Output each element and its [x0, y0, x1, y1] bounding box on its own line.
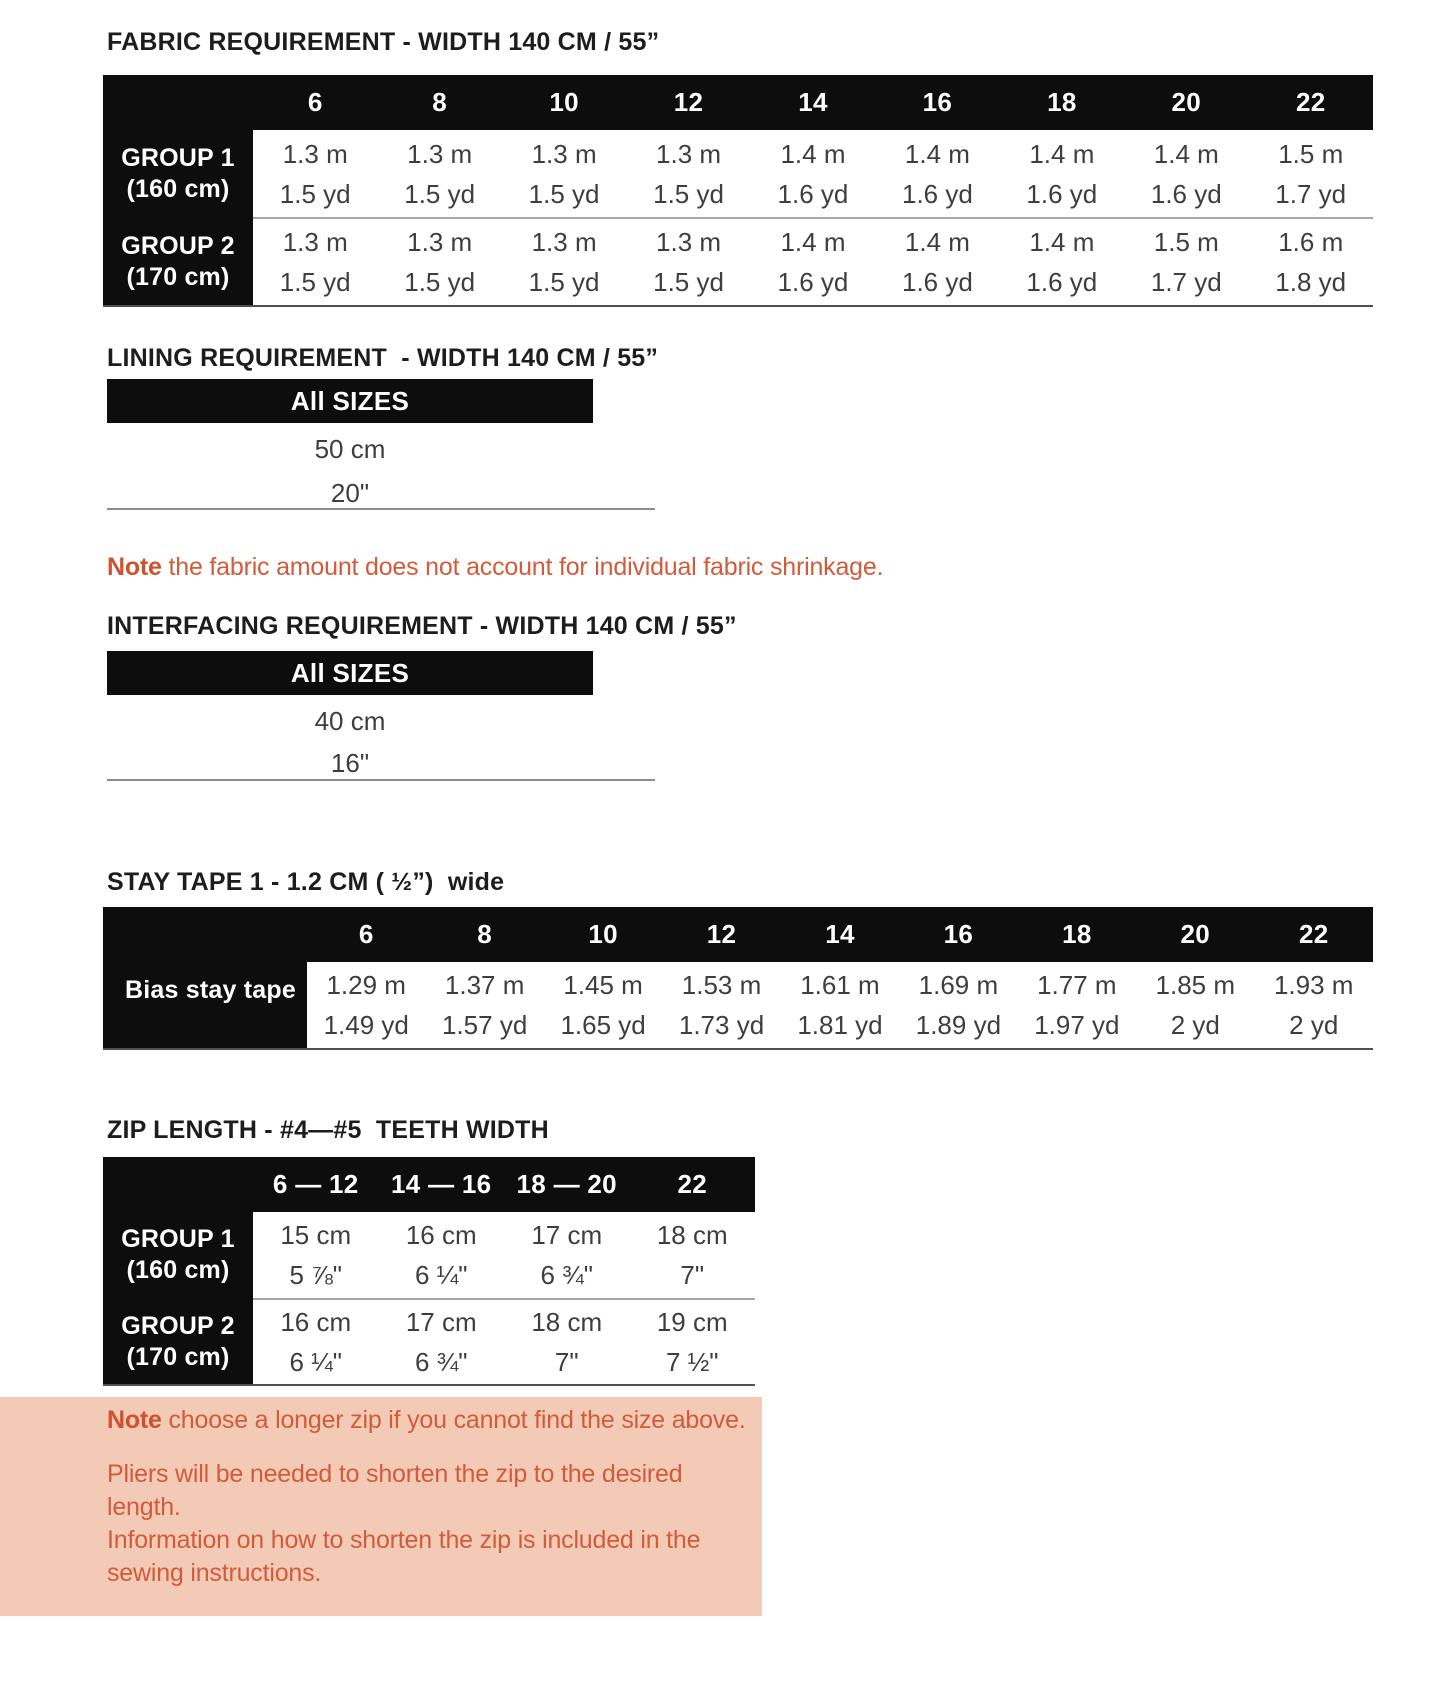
- zip-cell: [253, 1298, 379, 1384]
- stay-tape-header-row: [103, 907, 1373, 962]
- fabric-size-header: 6: [307, 87, 323, 117]
- fabric-shrinkage-note: [107, 553, 883, 582]
- metric-value: 15 cm: [280, 1220, 352, 1250]
- imperial-value: 1.6 yd: [1150, 178, 1222, 209]
- lining-all-sizes-bar: All SIZES: [107, 379, 593, 423]
- metric-value: 1.4 m: [1029, 227, 1095, 257]
- fabric-cell: [875, 217, 999, 305]
- imperial-value: 1.6 yd: [901, 267, 973, 297]
- imperial-value: 2 yd: [1289, 1010, 1339, 1040]
- imperial-value: 7": [680, 1260, 705, 1290]
- fabric-requirement-title: FABRIC REQUIREMENT - WIDTH 140 CM / 55”: [107, 28, 660, 56]
- fabric-cell: [1249, 217, 1373, 305]
- metric-value: 1.69 m: [918, 970, 999, 1000]
- metric-value: 17 cm: [531, 1220, 603, 1250]
- imperial-value: 1.6 yd: [901, 178, 973, 209]
- fabric-cell: [377, 130, 501, 217]
- fabric-size-header: 16: [922, 87, 953, 117]
- imperial-value: 1.6 yd: [777, 267, 849, 297]
- stay-tape-size-header: 12: [706, 919, 737, 949]
- stay-tape-size-header: 14: [825, 919, 855, 949]
- metric-value: 1.3 m: [531, 227, 597, 257]
- imperial-value: 5 ⅞": [289, 1260, 343, 1290]
- imperial-value: 7": [554, 1347, 579, 1377]
- metric-value: 1.3 m: [282, 227, 348, 257]
- fabric-size-header: 12: [673, 87, 704, 117]
- zip-cell: [253, 1212, 379, 1298]
- metric-value: 1.29 m: [326, 970, 406, 1000]
- metric-value: 1.5 m: [1278, 138, 1344, 169]
- imperial-value: 1.65 yd: [560, 1010, 646, 1040]
- imperial-value: 1.8 yd: [1275, 267, 1347, 297]
- stay-tape-size-header: 16: [943, 919, 974, 949]
- metric-value: 1.4 m: [904, 138, 970, 169]
- metric-value: 1.37 m: [444, 970, 525, 1000]
- interfacing-all-sizes-bar: All SIZES: [107, 651, 593, 695]
- zip-note-line: length.: [107, 1493, 181, 1521]
- imperial-value: 1.5 yd: [279, 267, 351, 297]
- zip-cell: [379, 1298, 505, 1384]
- stay-tape-cell: [1255, 962, 1373, 1048]
- metric-value: 1.4 m: [780, 138, 846, 169]
- zip-cell: [504, 1212, 630, 1298]
- zip-cell: [504, 1298, 630, 1384]
- note-bold-word: Note: [107, 553, 162, 581]
- zip-group1-row: [103, 1212, 755, 1298]
- fabric-cell: [1124, 217, 1248, 305]
- metric-value: 1.3 m: [656, 227, 722, 257]
- zip-cell: [379, 1212, 505, 1298]
- zip-note-body: [107, 1458, 762, 1590]
- stay-tape-size-header: 6: [358, 919, 374, 949]
- group-label-line2: (160 cm): [126, 174, 230, 203]
- metric-value: 1.4 m: [904, 227, 970, 257]
- imperial-value: 1.57 yd: [442, 1010, 528, 1040]
- metric-value: 16 cm: [405, 1220, 477, 1250]
- metric-value: 1.61 m: [800, 970, 880, 1000]
- fabric-group2-row: [103, 217, 1373, 305]
- fabric-cell: [253, 130, 377, 217]
- fabric-table-header-row: [103, 75, 1373, 130]
- metric-value: 1.93 m: [1273, 970, 1354, 1000]
- stay-tape-title: STAY TAPE 1 - 1.2 CM ( ½”) wide: [107, 868, 505, 896]
- zip-note-line: Information on how to shorten the zip is included in the: [107, 1526, 701, 1554]
- fabric-cell: [1124, 130, 1248, 217]
- fabric-cell: [502, 130, 626, 217]
- stay-tape-table: [103, 907, 1373, 1050]
- imperial-value: 1.6 yd: [777, 178, 849, 209]
- fabric-size-header: 8: [432, 87, 448, 117]
- stay-tape-cell: [307, 962, 425, 1048]
- stay-tape-cell: [1018, 962, 1136, 1048]
- zip-size-header: 14 — 16: [391, 1169, 492, 1199]
- imperial-value: 1.5 yd: [653, 267, 724, 297]
- metric-value: 17 cm: [405, 1307, 477, 1337]
- interfacing-metric-value: 40 cm: [314, 706, 386, 736]
- note-bold-word: Note: [107, 1406, 162, 1434]
- metric-value: 1.77 m: [1037, 970, 1117, 1000]
- interfacing-divider: [107, 779, 655, 781]
- stay-tape-size-header: 20: [1180, 919, 1211, 949]
- fabric-cell: [751, 130, 875, 217]
- fabric-cell: [377, 217, 501, 305]
- bias-stay-tape-row: [103, 962, 1373, 1048]
- zip-note-intro: [107, 1404, 762, 1437]
- stay-tape-size-header: 22: [1298, 919, 1329, 949]
- stay-tape-cell: [1136, 962, 1254, 1048]
- interfacing-imperial-value: 16": [330, 748, 370, 778]
- metric-value: 1.4 m: [1153, 138, 1219, 169]
- group-label-line1: GROUP 1: [121, 143, 235, 172]
- fabric-size-header: 20: [1171, 87, 1202, 117]
- group-label-line2: (170 cm): [126, 1343, 230, 1371]
- note-text: choose a longer zip if you cannot find the size above.: [161, 1406, 746, 1434]
- imperial-value: 6 ¼": [289, 1347, 343, 1377]
- metric-value: 18 cm: [656, 1220, 728, 1250]
- stay-tape-cell: [781, 962, 899, 1048]
- imperial-value: 1.49 yd: [323, 1010, 409, 1040]
- imperial-value: 1.5 yd: [279, 178, 351, 209]
- fabric-size-header: 18: [1047, 87, 1077, 117]
- group-label-line1: GROUP 2: [121, 232, 235, 260]
- group-label-line2: (160 cm): [126, 1256, 230, 1284]
- fabric-requirement-table: [103, 75, 1373, 307]
- zip-header-row: [103, 1157, 755, 1212]
- zip-length-table: [103, 1157, 755, 1386]
- imperial-value: 6 ¾": [540, 1260, 594, 1290]
- group-label-line2: (170 cm): [126, 263, 230, 291]
- zip-cell: [630, 1298, 756, 1384]
- zip-group2-label: [103, 1298, 253, 1384]
- fabric-size-header: 22: [1295, 87, 1326, 117]
- imperial-value: 1.5 yd: [528, 178, 600, 209]
- stay-tape-size-header: 10: [588, 919, 618, 949]
- stay-tape-cell: [662, 962, 780, 1048]
- lining-divider: [107, 508, 655, 510]
- interfacing-requirement-title: INTERFACING REQUIREMENT - WIDTH 140 CM / 55”: [107, 612, 737, 640]
- imperial-value: 7 ½": [665, 1347, 719, 1377]
- imperial-value: 1.5 yd: [404, 178, 476, 209]
- zip-cell: [630, 1212, 756, 1298]
- imperial-value: 6 ¾": [414, 1347, 468, 1377]
- fabric-group1-label: [103, 130, 253, 217]
- metric-value: 1.85 m: [1155, 970, 1236, 1000]
- metric-value: 18 cm: [531, 1307, 603, 1337]
- fabric-cell: [1000, 130, 1124, 217]
- metric-value: 1.53 m: [681, 970, 762, 1000]
- metric-value: 1.5 m: [1153, 227, 1219, 257]
- stay-tape-cell: [425, 962, 543, 1048]
- imperial-value: 1.7 yd: [1275, 178, 1347, 209]
- zip-group2-row: [103, 1298, 755, 1384]
- zip-size-header: 6 — 12: [272, 1169, 359, 1199]
- imperial-value: 1.6 yd: [1026, 178, 1098, 209]
- metric-value: 1.3 m: [407, 227, 473, 257]
- stay-tape-cell: [544, 962, 662, 1048]
- metric-value: 1.45 m: [563, 970, 643, 1000]
- zip-length-title: ZIP LENGTH - #4—#5 TEETH WIDTH: [107, 1116, 549, 1144]
- metric-value: 1.3 m: [531, 138, 597, 169]
- fabric-group2-label: [103, 217, 253, 305]
- zip-note-line: Pliers will be needed to shorten the zip to the desired: [107, 1460, 683, 1488]
- fabric-cell: [1000, 217, 1124, 305]
- metric-value: 1.4 m: [1029, 138, 1095, 169]
- imperial-value: 1.5 yd: [528, 267, 600, 297]
- imperial-value: 1.89 yd: [915, 1010, 1002, 1040]
- lining-requirement-title: LINING REQUIREMENT - WIDTH 140 CM / 55”: [107, 344, 659, 372]
- stay-tape-cell: [899, 962, 1017, 1048]
- stay-tape-size-header: 18: [1062, 919, 1092, 949]
- group-label-line1: GROUP 2: [121, 1312, 235, 1340]
- lining-metric-value: 50 cm: [314, 434, 386, 464]
- fabric-cell: [253, 217, 377, 305]
- metric-value: 1.4 m: [780, 227, 846, 257]
- metric-value: 1.6 m: [1278, 227, 1344, 257]
- fabric-cell: [751, 217, 875, 305]
- fabric-group1-row: [103, 130, 1373, 217]
- bias-stay-tape-label: Bias stay tape: [103, 962, 307, 1048]
- imperial-value: 2 yd: [1170, 1010, 1220, 1040]
- fabric-cell: [626, 217, 750, 305]
- group-label-line1: GROUP 1: [121, 1225, 235, 1253]
- fabric-size-header: 14: [798, 87, 828, 117]
- fabric-size-header: 10: [549, 87, 579, 117]
- imperial-value: 1.73 yd: [678, 1010, 765, 1040]
- fabric-cell: [1249, 130, 1373, 217]
- fabric-cell: [502, 217, 626, 305]
- metric-value: 1.3 m: [407, 138, 473, 169]
- imperial-value: 1.97 yd: [1034, 1010, 1120, 1040]
- zip-note-box: [0, 1397, 762, 1616]
- metric-value: 1.3 m: [656, 138, 722, 169]
- imperial-value: 1.5 yd: [404, 267, 476, 297]
- imperial-value: 1.5 yd: [653, 178, 724, 209]
- zip-note-line: sewing instructions.: [107, 1559, 322, 1587]
- zip-group1-label: [103, 1212, 253, 1298]
- metric-value: 19 cm: [656, 1307, 728, 1337]
- imperial-value: 1.6 yd: [1026, 267, 1098, 297]
- imperial-value: 1.81 yd: [797, 1010, 883, 1040]
- note-text: the fabric amount does not account for individual fabric shrinkage.: [161, 553, 884, 581]
- zip-size-header: 18 — 20: [516, 1169, 617, 1199]
- metric-value: 16 cm: [280, 1307, 352, 1337]
- lining-imperial-value: 20": [330, 478, 370, 508]
- fabric-cell: [875, 130, 999, 217]
- zip-size-header: 22: [677, 1169, 708, 1199]
- imperial-value: 6 ¼": [414, 1260, 468, 1290]
- metric-value: 1.3 m: [282, 138, 348, 169]
- imperial-value: 1.7 yd: [1150, 267, 1222, 297]
- fabric-cell: [626, 130, 750, 217]
- stay-tape-size-header: 8: [477, 919, 493, 949]
